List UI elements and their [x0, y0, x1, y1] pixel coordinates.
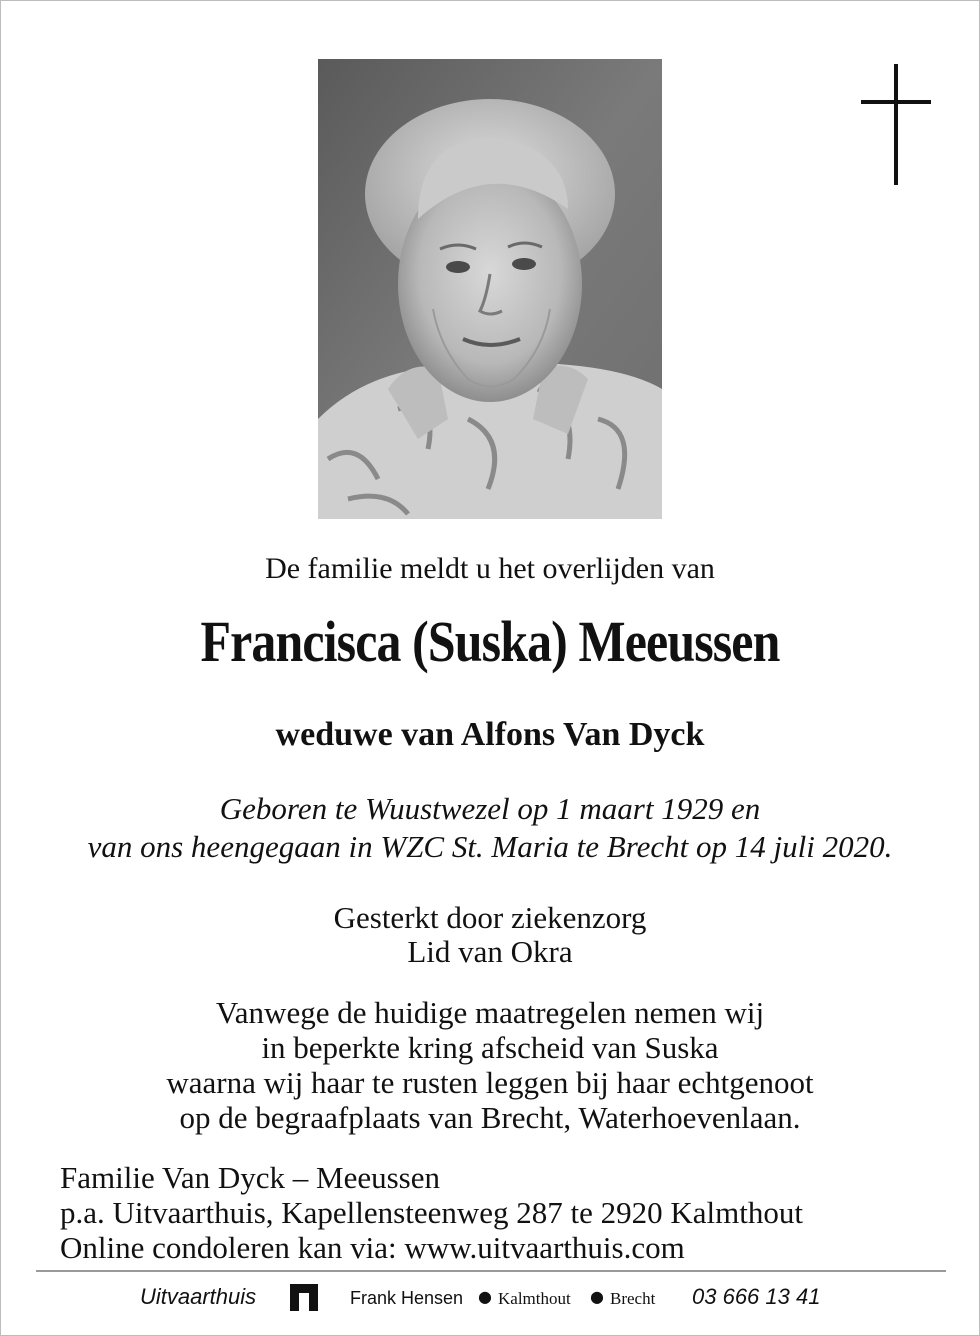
location-brecht: Brecht [610, 1289, 656, 1308]
family-address: p.a. Uitvaarthuis, Kapellensteenweg 287 te 2920 Kalmthout [60, 1195, 803, 1230]
uitvaarthuis-logo-icon [290, 1284, 318, 1311]
message-line: op de begraafplaats van Brecht, Waterhoevenlaan. [179, 1100, 801, 1135]
remark-line: Lid van Okra [407, 934, 573, 969]
message-line: Vanwege de huidige maatregelen nemen wij [215, 995, 765, 1030]
family-name: Familie Van Dyck – Meeussen [60, 1160, 440, 1195]
death-line: van ons heengegaan in WZC St. Maria te Brecht op 14 juli 2020. [87, 829, 893, 864]
portrait-photo [318, 59, 662, 519]
phone-number[interactable]: 03 666 13 41 [692, 1284, 821, 1309]
footer-divider [36, 1270, 946, 1272]
brand-name: Uitvaarthuis [140, 1284, 257, 1309]
bullet-icon: ● [590, 1287, 604, 1306]
footer [0, 1282, 980, 1318]
remark-line: Gesterkt door ziekenzorg [333, 900, 647, 935]
relation-text: weduwe van Alfons Van Dyck [275, 716, 705, 753]
intro-text: De familie meldt u het overlijden van [265, 552, 715, 585]
cross-icon [861, 64, 931, 185]
deceased-name: Francisca (Suska) Meeussen [200, 609, 780, 674]
funeral-director: Frank Hensen [350, 1288, 464, 1308]
bullet-icon: ● [478, 1287, 492, 1306]
message-line: waarna wij haar te rusten leggen bij haar echtgenoot [166, 1065, 814, 1100]
condolence-link[interactable]: Online condoleren kan via: www.uitvaarthuis.com [60, 1230, 685, 1265]
location-kalmthout: Kalmthout [498, 1289, 571, 1308]
birth-line: Geboren te Wuustwezel op 1 maart 1929 en [219, 791, 761, 826]
message-line: in beperkte kring afscheid van Suska [261, 1030, 719, 1065]
